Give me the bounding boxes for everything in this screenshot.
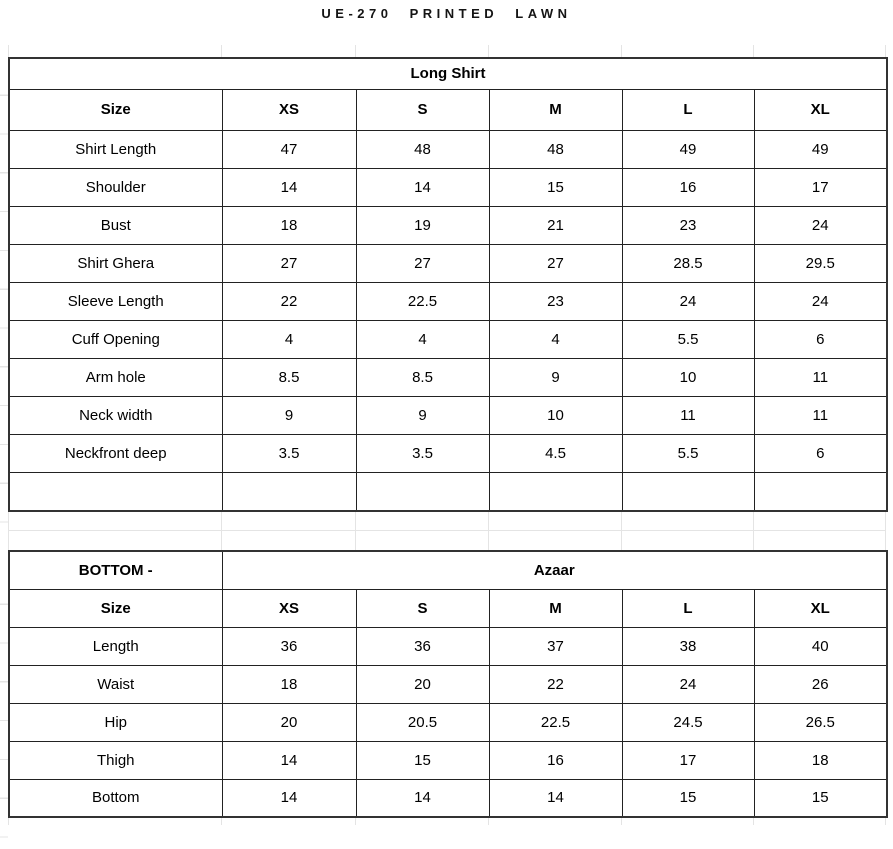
- row-label-cell: Sleeve Length: [9, 282, 222, 320]
- value-cell: 15: [754, 779, 887, 817]
- value-cell: 10: [489, 396, 622, 434]
- value-cell: 4.5: [489, 434, 622, 472]
- row-label-cell: Shirt Ghera: [9, 244, 222, 282]
- row-label-cell: Neckfront deep: [9, 434, 222, 472]
- value-cell: 49: [622, 130, 754, 168]
- size-header-cell: L: [622, 89, 754, 130]
- group-header-cell: Azaar: [222, 551, 887, 589]
- gridline-gap-strip: [8, 512, 886, 550]
- size-header-cell: XS: [222, 589, 356, 627]
- table-row: [9, 244, 887, 282]
- value-cell: 19: [356, 206, 489, 244]
- value-cell: 23: [489, 282, 622, 320]
- value-cell: 48: [489, 130, 622, 168]
- value-cell: 14: [222, 779, 356, 817]
- size-header-cell: M: [489, 89, 622, 130]
- value-cell: 16: [622, 168, 754, 206]
- value-cell: 8.5: [222, 358, 356, 396]
- size-header-row: [9, 589, 887, 627]
- value-cell: 22.5: [489, 703, 622, 741]
- value-cell: 14: [489, 779, 622, 817]
- value-cell: 4: [222, 320, 356, 358]
- group-header-cell: BOTTOM -: [9, 551, 222, 589]
- value-cell: 15: [356, 741, 489, 779]
- row-label-cell: Bust: [9, 206, 222, 244]
- value-cell: 5.5: [622, 320, 754, 358]
- size-header-cell: XL: [754, 589, 887, 627]
- size-header-cell: M: [489, 589, 622, 627]
- value-cell: 3.5: [222, 434, 356, 472]
- value-cell: 18: [222, 665, 356, 703]
- value-cell: 8.5: [356, 358, 489, 396]
- row-label-cell: Arm hole: [9, 358, 222, 396]
- table-row: [9, 358, 887, 396]
- value-cell: 21: [489, 206, 622, 244]
- value-cell: 17: [622, 741, 754, 779]
- row-label-cell: Thigh: [9, 741, 222, 779]
- value-cell: 4: [489, 320, 622, 358]
- value-cell: 24: [622, 282, 754, 320]
- size-header-cell: S: [356, 589, 489, 627]
- gridline-bottom-strip: [8, 818, 886, 825]
- table-row: [9, 130, 887, 168]
- size-header-cell: Size: [9, 589, 222, 627]
- table-row: [9, 703, 887, 741]
- size-table-long-shirt: [8, 57, 888, 512]
- value-cell: 15: [622, 779, 754, 817]
- table-row: [9, 665, 887, 703]
- value-cell: 24: [622, 665, 754, 703]
- group-header-row: [9, 58, 887, 89]
- value-cell: 6: [754, 434, 887, 472]
- size-header-row: [9, 89, 887, 130]
- value-cell: 22.5: [356, 282, 489, 320]
- empty-cell: [489, 472, 622, 511]
- size-header-cell: S: [356, 89, 489, 130]
- size-header-cell: L: [622, 589, 754, 627]
- size-header-cell: Size: [9, 89, 222, 130]
- row-label-cell: Neck width: [9, 396, 222, 434]
- table-row: [9, 434, 887, 472]
- value-cell: 14: [222, 741, 356, 779]
- value-cell: 9: [222, 396, 356, 434]
- value-cell: 38: [622, 627, 754, 665]
- value-cell: 22: [222, 282, 356, 320]
- value-cell: 11: [754, 396, 887, 434]
- gridline-tick-strip: [8, 45, 886, 57]
- table-row: [9, 282, 887, 320]
- value-cell: 14: [356, 779, 489, 817]
- table-row: [9, 741, 887, 779]
- value-cell: 11: [754, 358, 887, 396]
- row-label-cell: Shirt Length: [9, 130, 222, 168]
- empty-cell: [9, 472, 222, 511]
- value-cell: 27: [356, 244, 489, 282]
- value-cell: 17: [754, 168, 887, 206]
- row-label-cell: Bottom: [9, 779, 222, 817]
- spreadsheet-area: [8, 45, 886, 825]
- value-cell: 9: [489, 358, 622, 396]
- value-cell: 26.5: [754, 703, 887, 741]
- group-header-row: [9, 551, 887, 589]
- value-cell: 14: [356, 168, 489, 206]
- empty-cell: [222, 472, 356, 511]
- value-cell: 9: [356, 396, 489, 434]
- value-cell: 48: [356, 130, 489, 168]
- size-header-cell: XS: [222, 89, 356, 130]
- table-row: [9, 396, 887, 434]
- left-gridline-gutter: [0, 57, 8, 527]
- value-cell: 20: [222, 703, 356, 741]
- value-cell: 49: [754, 130, 887, 168]
- value-cell: 47: [222, 130, 356, 168]
- value-cell: 10: [622, 358, 754, 396]
- value-cell: 14: [222, 168, 356, 206]
- table-row: [9, 779, 887, 817]
- table-row: [9, 627, 887, 665]
- value-cell: 27: [222, 244, 356, 282]
- value-cell: 18: [754, 741, 887, 779]
- value-cell: 29.5: [754, 244, 887, 282]
- table-body: [9, 58, 887, 511]
- value-cell: 36: [222, 627, 356, 665]
- value-cell: 6: [754, 320, 887, 358]
- value-cell: 36: [356, 627, 489, 665]
- value-cell: 24: [754, 282, 887, 320]
- row-label-cell: Shoulder: [9, 168, 222, 206]
- value-cell: 18: [222, 206, 356, 244]
- value-cell: 3.5: [356, 434, 489, 472]
- value-cell: 23: [622, 206, 754, 244]
- empty-cell: [356, 472, 489, 511]
- value-cell: 15: [489, 168, 622, 206]
- row-label-cell: Length: [9, 627, 222, 665]
- row-label-cell: Hip: [9, 703, 222, 741]
- value-cell: 11: [622, 396, 754, 434]
- size-header-cell: XL: [754, 89, 887, 130]
- value-cell: 28.5: [622, 244, 754, 282]
- value-cell: 37: [489, 627, 622, 665]
- value-cell: 24: [754, 206, 887, 244]
- value-cell: 26: [754, 665, 887, 703]
- value-cell: 22: [489, 665, 622, 703]
- empty-cell: [622, 472, 754, 511]
- left-gridline-gutter: [0, 566, 8, 842]
- size-table-bottom-azaar: [8, 550, 888, 818]
- group-header-cell: Long Shirt: [9, 58, 887, 89]
- value-cell: 24.5: [622, 703, 754, 741]
- table-row: [9, 320, 887, 358]
- value-cell: 40: [754, 627, 887, 665]
- value-cell: 16: [489, 741, 622, 779]
- row-label-cell: Waist: [9, 665, 222, 703]
- value-cell: 27: [489, 244, 622, 282]
- empty-cell: [754, 472, 887, 511]
- table-body: [9, 551, 887, 817]
- value-cell: 20.5: [356, 703, 489, 741]
- page-title: UE-270 PRINTED LAWN: [321, 6, 572, 21]
- table-row: [9, 206, 887, 244]
- row-label-cell: Cuff Opening: [9, 320, 222, 358]
- value-cell: 4: [356, 320, 489, 358]
- empty-row: [9, 472, 887, 511]
- table-row: [9, 168, 887, 206]
- value-cell: 5.5: [622, 434, 754, 472]
- value-cell: 20: [356, 665, 489, 703]
